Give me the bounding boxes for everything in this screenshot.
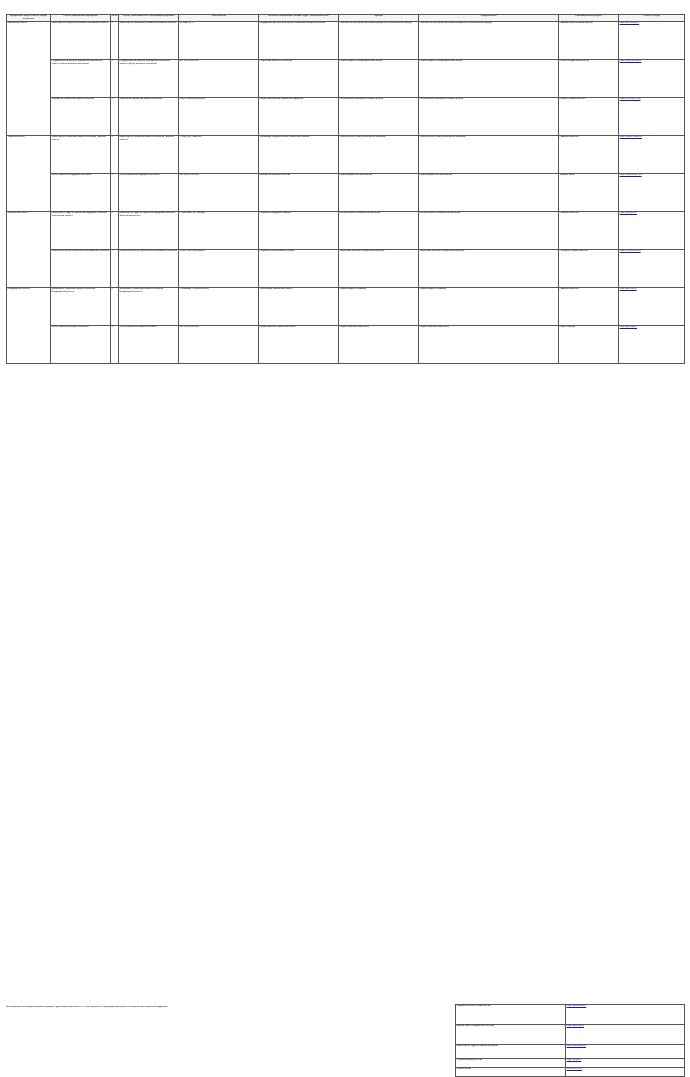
legend-resource: Горячая линия	[456, 1068, 566, 1077]
region-name: Владимирская область	[7, 287, 51, 363]
cell-resource: Официальный сайт	[559, 287, 619, 325]
cell-link[interactable]: https://gosuslugi.ru	[619, 325, 685, 363]
table-row	[7, 249, 685, 287]
cell-authority: Государственное казенное учреждение Московской области «Центр занятости населения»	[119, 59, 179, 97]
legend-row	[456, 1059, 685, 1068]
header-institution: Полное наименование учреждения	[51, 15, 111, 22]
cell-functions: Содействие занятости населения	[259, 59, 339, 97]
header-functions: Функции	[339, 15, 419, 22]
cell-institution: Министерство социальной защиты населения Тверской области	[51, 135, 111, 173]
cell-procedure: Прием граждан по предварительной записи	[339, 59, 419, 97]
cell-contact: пр. Мира, д. 8	[179, 21, 259, 59]
header-number: № п/п	[111, 15, 119, 22]
header-row	[7, 15, 685, 22]
cell-functions: Реализация государственной социальной политики	[259, 135, 339, 173]
region-name: Московская область	[7, 21, 51, 135]
cell-number: 4	[111, 135, 119, 173]
cell-resource: Портал государственных услуг	[559, 59, 619, 97]
cell-link[interactable]: https://uslugi.mosreg.ru	[619, 59, 685, 97]
cell-procedure-ext: Оказание услуг по месту жительства заявителя	[419, 135, 559, 173]
cell-procedure: Консультации по телефону горячей линии	[339, 211, 419, 249]
cell-procedure-ext: Консультации по телефону горячей линии	[419, 211, 559, 249]
document-sheet	[6, 14, 684, 364]
cell-number: 6	[111, 211, 119, 249]
cell-functions: Координация деятельности органов социальной защиты населения	[259, 21, 339, 59]
cell-procedure: Прием документов в рабочие дни	[339, 173, 419, 211]
cell-number: 3	[111, 97, 119, 135]
footnote: При обращении необходимо предъявить документ, удостоверяющий личность, а также документы, подтверждающие право на получение мер социальной поддержки.	[6, 1006, 168, 1008]
cell-procedure-ext: Рассмотрение обращений в течение 30 дней	[419, 97, 559, 135]
cell-procedure: Подача заявления через МФЦ	[339, 325, 419, 363]
table-row	[7, 325, 685, 363]
header-responsible: Ответственный	[179, 15, 259, 22]
legend-resource: Социальный фонд России	[456, 1059, 566, 1068]
legend-resource: Министерство труда и социальной защиты	[456, 1045, 566, 1059]
cell-functions: Предоставление мер социальной поддержки	[259, 97, 339, 135]
cell-contact: тел. (4922) 00-00-00	[179, 325, 259, 363]
cell-authority: Центр социальной защиты населения	[119, 325, 179, 363]
cell-link[interactable]: https://yarregion.ru	[619, 211, 685, 249]
cell-procedure-ext: Оказание консультационной помощи гражданам в установленном порядке	[419, 21, 559, 59]
legend-link[interactable]: https://mintrud.gov.ru	[566, 1045, 685, 1059]
cell-link[interactable]: https://msr.mosreg.ru	[619, 21, 685, 59]
cell-contact: e-mail: kcson@yarregion.ru	[179, 249, 259, 287]
cell-procedure: Оказание консультационной помощи гражданам в установленном порядке	[339, 21, 419, 59]
cell-procedure-ext: Подача заявления через МФЦ	[419, 325, 559, 363]
cell-authority: Министерство социального развития Московской области	[119, 21, 179, 59]
cell-procedure-ext: Прием документов в рабочие дни	[419, 173, 559, 211]
cell-link[interactable]: https://vk.com/kcson76	[619, 249, 685, 287]
cell-functions: Назначение и выплата пособий	[259, 173, 339, 211]
cell-institution: Министерство труда и социальной поддержки населения Ярославской области	[51, 211, 111, 249]
table-row	[7, 21, 685, 59]
table-row	[7, 211, 685, 249]
cell-procedure-ext: Заключение договора о предоставлении услуг	[419, 249, 559, 287]
cell-authority: Министерство социальной защиты населения Тверской области	[119, 135, 179, 173]
legend-link[interactable]: https://sfr.gov.ru	[566, 1059, 685, 1068]
legend-link[interactable]: 8-800-000-00-00	[566, 1068, 685, 1077]
header-contact: Контактная информация (телефон, адрес, электронная почта)	[259, 15, 339, 22]
cell-procedure-ext: Прием граждан по графику	[419, 287, 559, 325]
cell-contact: г. Тверь, ул. Советская	[179, 135, 259, 173]
legend-row	[456, 1045, 685, 1059]
cell-procedure: Оказание услуг по месту жительства заявителя	[339, 135, 419, 173]
legend-row	[456, 1068, 685, 1077]
cell-contact: г. Ярославль, ул. Свободы	[179, 211, 259, 249]
table-row	[7, 135, 685, 173]
main-table	[6, 14, 685, 364]
table-row	[7, 173, 685, 211]
cell-functions: Социальная поддержка граждан	[259, 211, 339, 249]
cell-number: 1	[111, 21, 119, 59]
cell-resource: Группа в социальной сети	[559, 97, 619, 135]
legend-row	[456, 1005, 685, 1025]
cell-functions: Предоставление социальных выплат	[259, 325, 339, 363]
cell-institution: Центр социальной защиты населения	[51, 325, 111, 363]
legend-link[interactable]: https://government.ru	[566, 1005, 685, 1025]
table-row	[7, 287, 685, 325]
region-name: Ярославская область	[7, 211, 51, 287]
legend-resource: Официальный сайт Правительства	[456, 1005, 566, 1025]
resources-legend	[455, 1004, 684, 1077]
cell-resource: Официальный сайт	[559, 211, 619, 249]
cell-procedure: Заключение договора о предоставлении услуг	[339, 249, 419, 287]
cell-authority: Министерство труда и социальной поддержки населения Ярославской области	[119, 211, 179, 249]
legend-link[interactable]: https://gosuslugi.ru	[566, 1025, 685, 1045]
cell-functions: Социальное обслуживание на дому	[259, 249, 339, 287]
cell-number: 9	[111, 325, 119, 363]
legend-row	[456, 1025, 685, 1045]
cell-authority: Центр социальной поддержки населения	[119, 173, 179, 211]
cell-resource: Официальный сайт	[559, 135, 619, 173]
header-regions: Федеральные округа, области, города, республики	[7, 15, 51, 22]
cell-authority: Комплексный центр социального обслуживания населения	[119, 249, 179, 287]
cell-contact: г. Владимир, Октябрьский пр-т	[179, 287, 259, 325]
cell-contact: e-mail: usznmo@mosreg.ru	[179, 97, 259, 135]
region-name: Тверская область	[7, 135, 51, 211]
cell-number: 2	[111, 59, 119, 97]
cell-link[interactable]: https://vk.com/msr_mo	[619, 97, 685, 135]
cell-contact: тел. (495) 000-00-00	[179, 59, 259, 97]
header-resources: Информационные ресурсы	[559, 15, 619, 22]
header-authority: Органы, уполномоченные на реализацию программы	[119, 15, 179, 22]
cell-procedure-ext: Прием граждан по предварительной записи	[419, 59, 559, 97]
cell-institution: Департамент социальной защиты населения Владимирской области	[51, 287, 111, 325]
cell-resource: Telegram-канал	[559, 173, 619, 211]
cell-institution: Управление социальной защиты населения	[51, 97, 111, 135]
table-row	[7, 59, 685, 97]
cell-number: 5	[111, 173, 119, 211]
cell-number: 7	[111, 249, 119, 287]
cell-link[interactable]: https://minsoc.tverreg.ru	[619, 135, 685, 173]
header-procedure: Порядок работы	[419, 15, 559, 22]
cell-authority: Управление социальной защиты населения	[119, 97, 179, 135]
cell-procedure: Рассмотрение обращений в течение 30 дней	[339, 97, 419, 135]
legend-resource: Единый портал государственных услуг	[456, 1025, 566, 1045]
cell-resource: Портал госуслуг	[559, 325, 619, 363]
legend-table	[455, 1004, 685, 1077]
cell-contact: тел. (4822) 00-00-00	[179, 173, 259, 211]
cell-resource: Страница в социальной сети	[559, 249, 619, 287]
cell-link[interactable]: https://t.me/minsoc_tver	[619, 173, 685, 211]
table-row	[7, 97, 685, 135]
cell-institution: Центр социальной поддержки населения	[51, 173, 111, 211]
cell-institution: Комплексный центр социального обслуживания населения	[51, 249, 111, 287]
cell-institution: Государственное казенное учреждение Московской области «Центр занятости населения»	[51, 59, 111, 97]
cell-institution: Министерство социального развития Московской области	[51, 21, 111, 59]
cell-procedure: Прием граждан по графику	[339, 287, 419, 325]
cell-functions: Организация социальной защиты	[259, 287, 339, 325]
header-link: Ссылка на ресурс	[619, 15, 685, 22]
cell-resource: Официальный сайт министерства	[559, 21, 619, 59]
cell-link[interactable]: https://dszn.avo.ru	[619, 287, 685, 325]
cell-authority: Департамент социальной защиты населения Владимирской области	[119, 287, 179, 325]
cell-number: 8	[111, 287, 119, 325]
